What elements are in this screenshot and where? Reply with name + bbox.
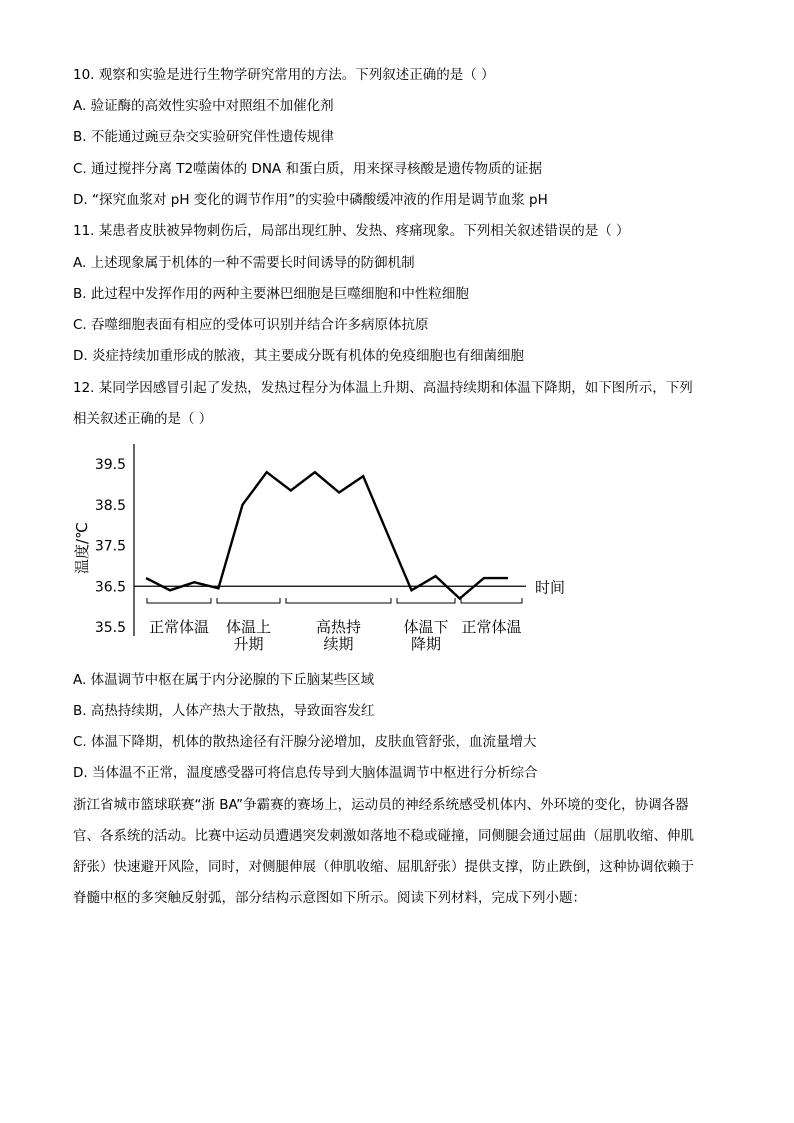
y-tick-label: 37.5	[94, 538, 126, 555]
material-line3: 舒张）快速避开风险，同时，对侧腿伸展（伸肌收缩、屈肌舒张）提供支撑，防止跌倒，这种协调依赖于	[73, 859, 694, 875]
material-line2: 官、各系统的活动。比赛中运动员遭遇突发刺激如落地不稳或碰撞，同侧腿会通过屈曲（屈肌收缩、伸肌	[73, 828, 694, 844]
phase-label: 正常体温	[461, 618, 522, 636]
material-line4: 脊髓中枢的多突触反射弧，部分结构示意图如下所示。阅读下列材料，完成下列小题：	[73, 890, 586, 906]
q11-stem: 11. 某患者皮肤被异物刺伤后，局部出现红肿、发热、疼痛现象。下列相关叙述错误的是（ ）	[73, 223, 630, 239]
y-tick-label: 35.5	[94, 620, 126, 636]
q10-option-c: C. 通过搅拌分离 T2噬菌体的 DNA 和蛋白质，用来探寻核酸是遗传物质的证据	[73, 161, 542, 177]
q12-stem-line2: 相关叙述正确的是（ ）	[73, 411, 213, 427]
temperature-series-line	[146, 472, 508, 598]
q12-stem-line1: 12. 某同学因感冒引起了发热，发热过程分为体温上升期、高温持续期和体温下降期，如下图所示，下列	[73, 380, 693, 396]
y-tick-label: 36.5	[94, 579, 126, 596]
phase-bracket	[461, 598, 522, 603]
temperature-chart	[70, 440, 590, 660]
phase-bracket	[147, 598, 211, 603]
q10-option-a: A. 验证酶的高效性实验中对照组不加催化剂	[73, 98, 334, 114]
q12-option-c: C. 体温下降期，机体的散热途径有汗腺分泌增加，皮肤血管舒张，血流量增大	[73, 734, 537, 750]
y-axis-label: 温度/℃	[73, 522, 91, 574]
phase-bracket	[397, 598, 455, 603]
x-axis-label: 时间	[535, 578, 566, 597]
phase-label: 升期	[233, 635, 264, 653]
q10-option-d: D. “探究血浆对 pH 变化的调节作用”的实验中磷酸缓冲液的作用是调节血浆 pH	[73, 192, 548, 208]
phase-label: 正常体温	[148, 618, 210, 636]
phase-bracket	[286, 598, 391, 603]
y-tick-label: 39.5	[94, 457, 126, 473]
phase-label: 高热持	[315, 618, 362, 636]
q11-option-c: C. 吞噬细胞表面有相应的受体可识别并结合许多病原体抗原	[73, 317, 429, 333]
phase-bracket	[217, 598, 280, 603]
q11-option-a: A. 上述现象属于机体的一种不需要长时间诱导的防御机制	[73, 255, 415, 271]
q10-stem: 10. 观察和实验是进行生物学研究常用的方法。下列叙述正确的是（ ）	[73, 67, 495, 83]
q10-option-b: B. 不能通过豌豆杂交实验研究伴性遗传规律	[73, 129, 334, 145]
q12-option-d: D. 当体温不正常，温度感受器可将信息传导到大脑体温调节中枢进行分析综合	[73, 765, 538, 781]
q12-option-a: A. 体温调节中枢在属于内分泌腺的下丘脑某些区域	[73, 672, 375, 688]
q11-option-b: B. 此过程中发挥作用的两种主要淋巴细胞是巨噬细胞和中性粒细胞	[73, 286, 469, 302]
phase-label: 体温下	[403, 618, 449, 636]
phase-label: 续期	[323, 635, 354, 653]
phase-label: 体温上	[225, 618, 272, 636]
q11-option-d: D. 炎症持续加重形成的脓液，其主要成分既有机体的免疫细胞也有细菌细胞	[73, 348, 524, 364]
phase-label: 降期	[410, 635, 442, 653]
q12-option-b: B. 高热持续期，人体产热大于散热，导致面容发红	[73, 703, 375, 719]
y-tick-label: 38.5	[94, 497, 126, 514]
material-line1: 浙江省城市篮球联赛“浙 BA”争霸赛的赛场上，运动员的神经系统感受机体内、外环境的变化，协调各器	[73, 797, 689, 813]
